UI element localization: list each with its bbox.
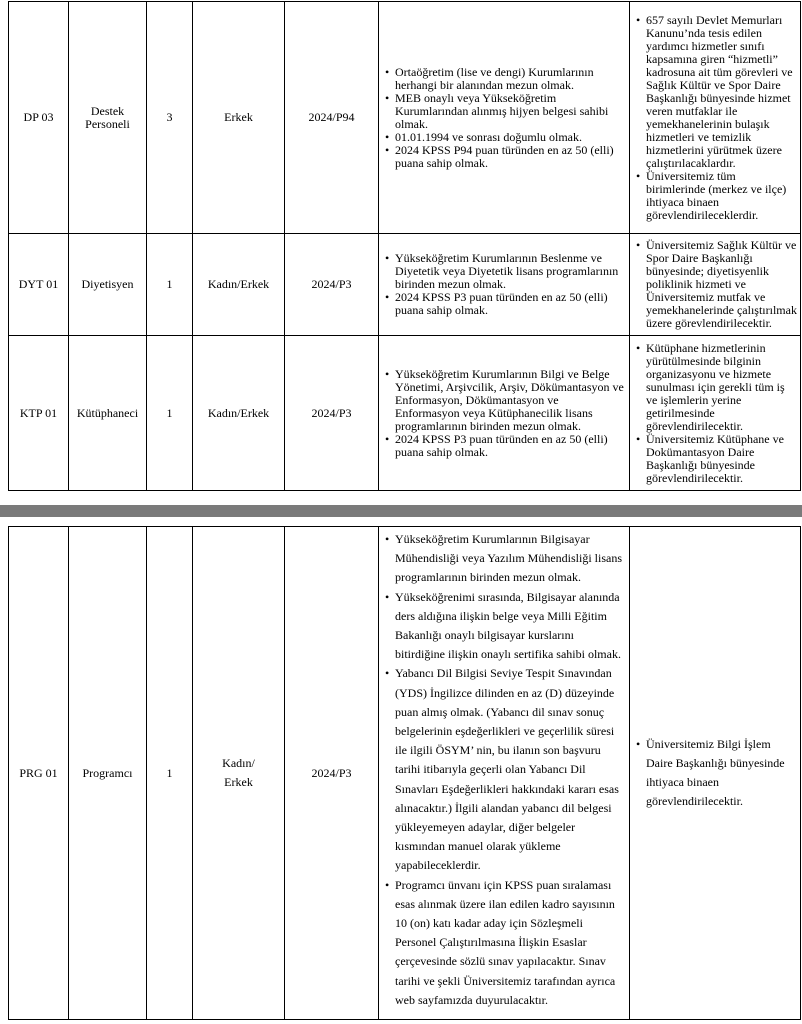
page-separator bbox=[0, 505, 802, 517]
positions-table-upper bbox=[8, 1, 801, 491]
note-item: • 657 sayılı Devlet Memurları Kanunu’nda tesis edilen yardımcı hizmetler sınıfı kapsamına giren “hizmetli” kadrosuna ait tüm görevleri ve Sağlık Kültür ve Spor Daire Başkanlığı bünyesinde hizmet veren mutfaklar ile yemekhanelerinin bulaşık hizmetleri ve temizlik hizmetlerini yürütmek üzere çalıştırılacaklardır. bbox=[636, 14, 797, 170]
position-count: 3 bbox=[147, 2, 193, 234]
position-title: Kütüphaneci bbox=[69, 336, 147, 491]
table-row bbox=[9, 2, 801, 234]
position-gender: Kadın/Erkek bbox=[193, 234, 285, 336]
gender-line: Erkek bbox=[224, 775, 253, 789]
position-notes bbox=[630, 2, 801, 234]
position-requirements bbox=[379, 234, 630, 336]
requirement-item: • Yükseköğretim Kurumlarının Beslenme ve Diyetetik veya Diyetetik lisans programlarının birinden mezun olmak. bbox=[385, 252, 626, 291]
position-requirements bbox=[379, 336, 630, 491]
position-exam-type: 2024/P3 bbox=[285, 336, 379, 491]
requirement-item: • Ortaöğretim (lise ve dengi) Kurumlarının herhangi bir alanından mezun olmak. bbox=[385, 66, 626, 92]
position-gender: Erkek bbox=[193, 2, 285, 234]
position-code: KTP 01 bbox=[9, 336, 69, 491]
position-exam-type: 2024/P94 bbox=[285, 2, 379, 234]
position-gender: Kadın/Erkek bbox=[193, 336, 285, 491]
note-item: • Üniversitemiz Kütüphane ve Dokümantasyon Daire Başkanlığı bünyesinde görevlendirilecektir. bbox=[636, 433, 797, 485]
note-item: • Üniversitemiz Bilgi İşlem Daire Başkanlığı bünyesinde ihtiyaca binaen görevlendirilecektir. bbox=[636, 735, 797, 812]
requirement-item: • Yükseköğretim Kurumlarının Bilgi ve Belge Yönetimi, Arşivcilik, Arşiv, Dökümantasyon ve Enformasyon, Dökümantasyon ve Enformasyon veya Kütüphanecilik lisans programlarının birinden mezun olmak. bbox=[385, 368, 626, 433]
position-exam-type: 2024/P3 bbox=[285, 234, 379, 336]
requirement-item: • 01.01.1994 ve sonrası doğumlu olmak. bbox=[385, 131, 626, 144]
position-notes bbox=[630, 527, 801, 1020]
note-item: • Kütüphane hizmetlerinin yürütülmesinde bilginin organizasyonu ve hizmete sunulması için gerekli tüm iş ve işlemlerin yerine getirilmesinde görevlendirilecektir. bbox=[636, 342, 797, 433]
position-code: DYT 01 bbox=[9, 234, 69, 336]
position-code: DP 03 bbox=[9, 2, 69, 234]
note-item: • Üniversitemiz Sağlık Kültür ve Spor Daire Başkanlığı bünyesinde; diyetisyenlik poliklinik hizmeti ve Üniversitemiz mutfak ve yemekhanelerinde çalıştırılmak üzere görevlendirilecektir. bbox=[636, 239, 797, 330]
requirement-item: • Yabancı Dil Bilgisi Seviye Tespit Sınavından (YDS) İngilizce dilinden en az (D) düzeyinde puan almış olmak. (Yabancı dil sınav sonuç belgelerinin eşdeğerlikleri ve geçerlilik süresi ile ilgili ÖSYM’ nin, bu ilanın son başvuru tarihi itibarıyla geçerli olan Yabancı Dil Sınavları Eşdeğerlikleri hakkındaki kararı esas alınacaktır.) İlgili alandan yabancı dil belgesi yükleyemeyen adaylar, diğer belgeler kısmından manuel olarak yükleme yapabileceklerdir. bbox=[385, 664, 626, 875]
requirement-item: • 2024 KPSS P94 puan türünden en az 50 (elli) puana sahip olmak. bbox=[385, 144, 626, 170]
requirement-item: • MEB onaylı veya Yükseköğretim Kurumlarından alınmış hijyen belgesi sahibi olmak. bbox=[385, 92, 626, 131]
position-notes bbox=[630, 234, 801, 336]
gender-line: Kadın/ bbox=[222, 756, 255, 770]
requirement-item: • 2024 KPSS P3 puan türünden en az 50 (elli) puana sahip olmak. bbox=[385, 433, 626, 459]
position-requirements bbox=[379, 527, 630, 1020]
requirement-item: • Yükseköğrenimi sırasında, Bilgisayar alanında ders aldığına ilişkin belge veya Milli Eğitim Bakanlığı onaylı bilgisayar kurslarını bitirdiğine ilişkin onaylı sertifika sahibi olmak. bbox=[385, 588, 626, 665]
position-title: Destek Personeli bbox=[69, 2, 147, 234]
requirement-item: • Programcı ünvanı için KPSS puan sıralaması esas alınmak üzere ilan edilen kadro sayısının 10 (on) katı kadar aday için Sözleşmeli Personel Çalıştırılmasına İlişkin Esaslar çerçevesinde sözlü sınav yapılacaktır. Sınav tarihi ve şekli Üniversitemiz tarafından ayrıca web sayfamızda duyurulacaktır. bbox=[385, 876, 626, 1010]
position-count: 1 bbox=[147, 234, 193, 336]
position-title: Programcı bbox=[69, 527, 147, 1020]
position-notes bbox=[630, 336, 801, 491]
requirement-item: • 2024 KPSS P3 puan türünden en az 50 (elli) puana sahip olmak. bbox=[385, 291, 626, 317]
table-row bbox=[9, 234, 801, 336]
position-gender bbox=[193, 527, 285, 1020]
note-item: • Üniversitemiz tüm birimlerinde (merkez ve ilçe) ihtiyaca binaen görevlendirileceklerdir. bbox=[636, 170, 797, 222]
requirement-item: • Yükseköğretim Kurumlarının Bilgisayar Mühendisliği veya Yazılım Mühendisliği lisans programlarının birinden mezun olmak. bbox=[385, 530, 626, 588]
positions-table-lower bbox=[8, 526, 801, 1020]
table-row bbox=[9, 527, 801, 1020]
table-row bbox=[9, 336, 801, 491]
position-code: PRG 01 bbox=[9, 527, 69, 1020]
position-count: 1 bbox=[147, 336, 193, 491]
position-title: Diyetisyen bbox=[69, 234, 147, 336]
position-requirements bbox=[379, 2, 630, 234]
position-count: 1 bbox=[147, 527, 193, 1020]
position-exam-type: 2024/P3 bbox=[285, 527, 379, 1020]
